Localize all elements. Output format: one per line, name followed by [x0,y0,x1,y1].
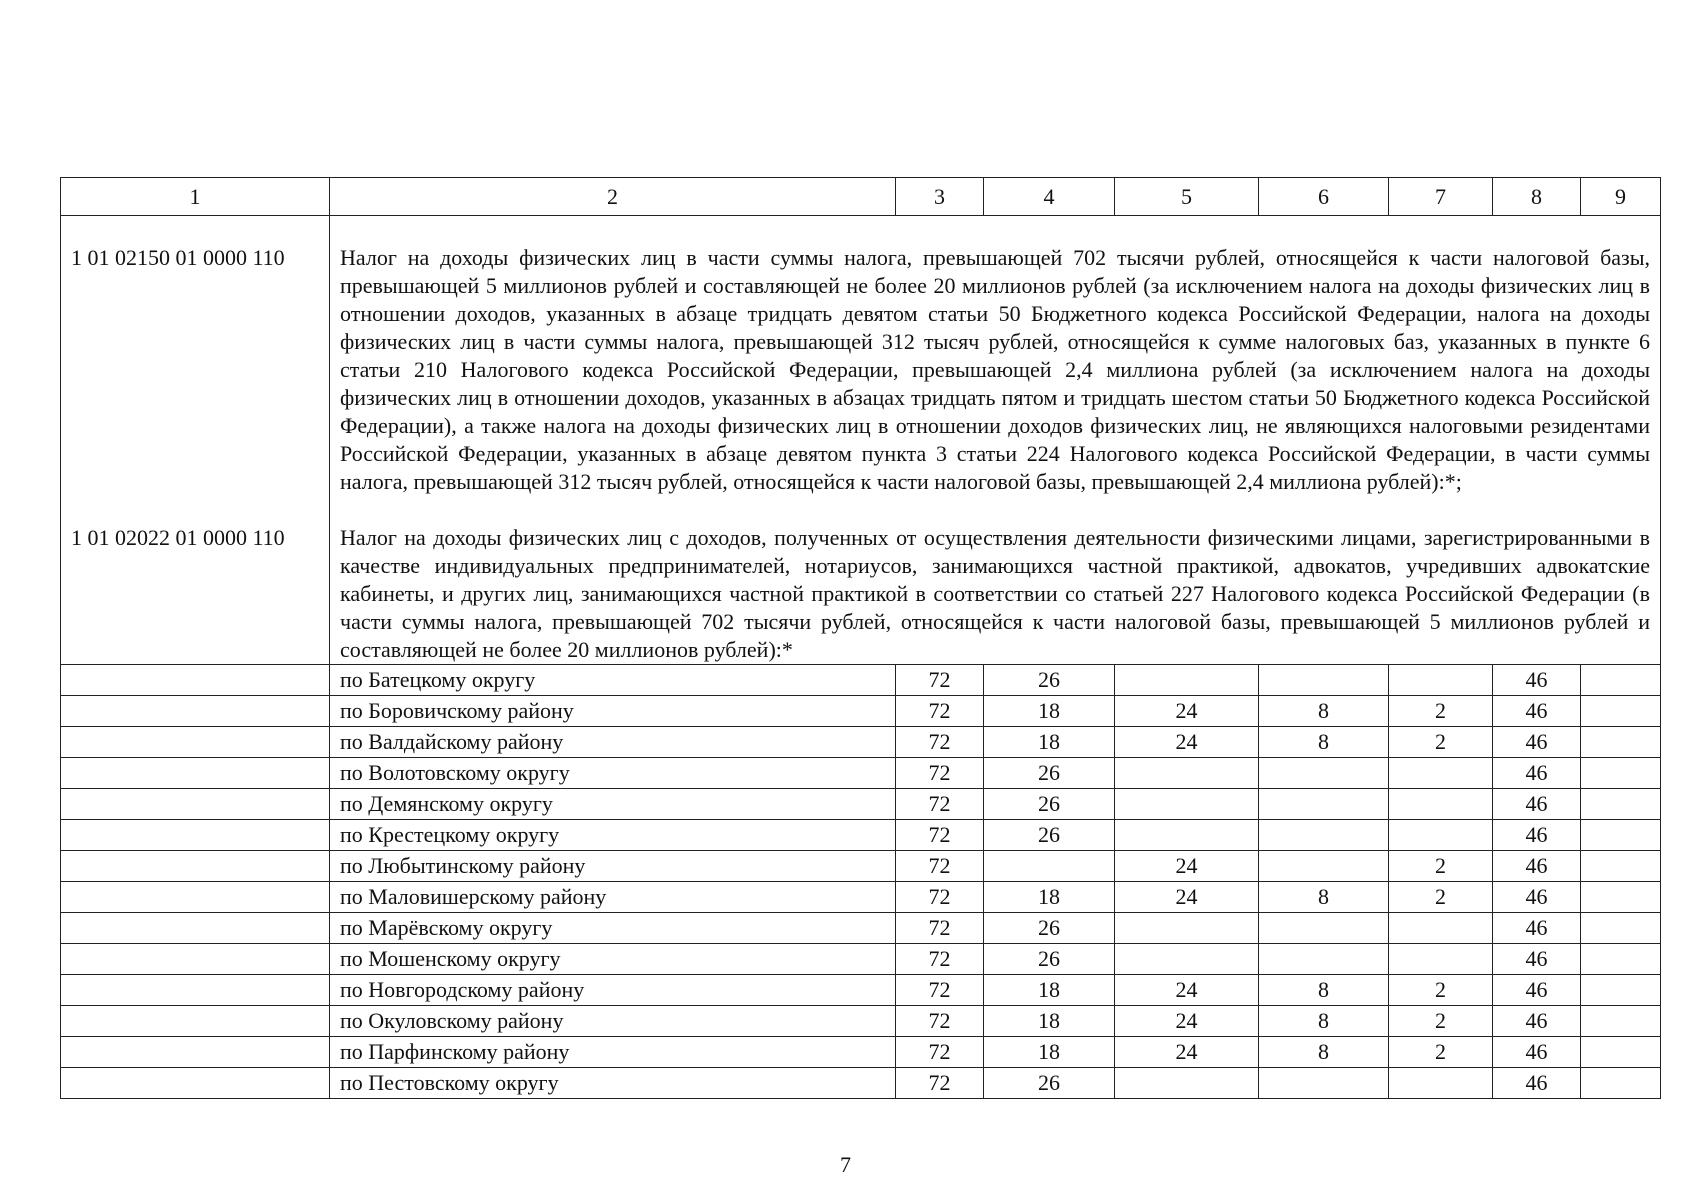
table-row [61,851,1661,882]
share-percent-cell: 24 [1115,882,1259,913]
share-percent-cell: 8 [1259,882,1389,913]
share-percent-cell [1115,820,1259,851]
share-percent-cell: 72 [896,1037,984,1068]
share-percent-cell: 72 [896,944,984,975]
table-row [61,789,1661,820]
share-percent-cell: 2 [1389,696,1493,727]
share-percent-cell: 72 [896,820,984,851]
share-percent-cell: 2 [1389,851,1493,882]
share-percent-cell [1115,789,1259,820]
district-name: по Маловишерскому району [330,882,896,913]
share-percent-cell: 24 [1115,727,1259,758]
share-percent-cell: 46 [1493,913,1581,944]
share-percent-cell: 46 [1493,882,1581,913]
share-percent-cell: 46 [1493,727,1581,758]
code-cell [61,727,330,758]
share-percent-cell: 26 [984,820,1115,851]
table-row [61,727,1661,758]
share-percent-cell [1581,820,1661,851]
share-percent-cell [1581,1068,1661,1099]
code-cell [61,851,330,882]
code-cell [61,789,330,820]
share-percent-cell [1581,727,1661,758]
share-percent-cell: 18 [984,727,1115,758]
share-percent-cell: 72 [896,665,984,696]
share-percent-cell [1115,665,1259,696]
share-percent-cell: 8 [1259,1006,1389,1037]
share-percent-cell: 72 [896,1006,984,1037]
code-cell [61,913,330,944]
share-percent-cell [1389,758,1493,789]
share-percent-cell: 8 [1259,1037,1389,1068]
share-percent-cell: 46 [1493,789,1581,820]
share-percent-cell [1389,820,1493,851]
share-percent-cell: 24 [1115,975,1259,1006]
column-header: 8 [1493,178,1581,216]
share-percent-cell: 26 [984,944,1115,975]
share-percent-cell [1259,944,1389,975]
district-name: по Батецкому округу [330,665,896,696]
share-percent-cell [1389,789,1493,820]
district-name: по Любытинскому району [330,851,896,882]
share-percent-cell: 2 [1389,1037,1493,1068]
share-percent-cell: 8 [1259,727,1389,758]
code-cell [61,1068,330,1099]
table-row [61,696,1661,727]
share-percent-cell [1581,913,1661,944]
share-percent-cell [1389,665,1493,696]
share-percent-cell [1581,758,1661,789]
share-percent-cell [1115,758,1259,789]
code-cell [61,820,330,851]
tax-entry-row [61,496,1661,665]
share-percent-cell [1259,789,1389,820]
share-percent-cell [1581,1037,1661,1068]
share-percent-cell [1259,913,1389,944]
district-name: по Марёвскому округу [330,913,896,944]
share-percent-cell [1259,665,1389,696]
share-percent-cell [1581,975,1661,1006]
share-percent-cell: 18 [984,1006,1115,1037]
district-name: по Волотовскому округу [330,758,896,789]
share-percent-cell: 24 [1115,696,1259,727]
district-name: по Крестецкому округу [330,820,896,851]
column-header: 1 [61,178,330,216]
table-row [61,913,1661,944]
share-percent-cell: 46 [1493,975,1581,1006]
column-number-header-row [61,178,1661,216]
share-percent-cell [1581,851,1661,882]
page-number: 7 [840,1152,851,1177]
district-name: по Парфинскому району [330,1037,896,1068]
code-cell [61,882,330,913]
column-header: 9 [1581,178,1661,216]
share-percent-cell: 8 [1259,975,1389,1006]
share-percent-cell [1581,944,1661,975]
table-row [61,820,1661,851]
code-cell [61,1037,330,1068]
budget-classification-code: 1 01 02150 01 0000 110 [61,216,330,497]
column-header: 5 [1115,178,1259,216]
share-percent-cell: 46 [1493,665,1581,696]
share-percent-cell: 72 [896,789,984,820]
share-percent-cell: 8 [1259,696,1389,727]
share-percent-cell [1581,789,1661,820]
share-percent-cell: 46 [1493,1068,1581,1099]
share-percent-cell [1581,1006,1661,1037]
share-percent-cell: 24 [1115,1006,1259,1037]
share-percent-cell [984,851,1115,882]
share-percent-cell: 46 [1493,696,1581,727]
share-percent-cell: 26 [984,1068,1115,1099]
share-percent-cell [1389,913,1493,944]
share-percent-cell: 26 [984,789,1115,820]
share-percent-cell [1115,944,1259,975]
code-cell [61,1006,330,1037]
code-cell [61,696,330,727]
column-header: 3 [896,178,984,216]
share-percent-cell [1259,820,1389,851]
share-percent-cell: 2 [1389,727,1493,758]
share-percent-cell: 24 [1115,851,1259,882]
column-header: 4 [984,178,1115,216]
budget-classification-code: 1 01 02022 01 0000 110 [61,496,330,665]
share-percent-cell [1389,1068,1493,1099]
share-percent-cell [1581,882,1661,913]
column-header: 2 [330,178,896,216]
share-percent-cell: 46 [1493,820,1581,851]
share-percent-cell [1259,851,1389,882]
column-header: 7 [1389,178,1493,216]
share-percent-cell: 18 [984,1037,1115,1068]
district-name: по Валдайскому району [330,727,896,758]
table-row [61,758,1661,789]
tax-description: Налог на доходы физических лиц в части суммы налога, превышающей 702 тысячи рублей, относящейся к части налоговой базы, превышающей 5 миллионов рублей и составляющей не более 20 миллионов рублей (за исключением налога на доходы физических лиц в отношении доходов, указанных в абзаце тридцать девятом статьи 50 Бюджетного кодекса Российской Федерации, налога на доходы физических лиц в части суммы налога, превышающей 312 тысяч рублей, относящейся к сумме налоговых баз, указанных в пункте 6 статьи 210 Налогового кодекса Российской Федерации, превышающей 2,4 миллиона рублей (за исключением налога на доходы физических лиц в отношении доходов, указанных в абзацах тридцать пятом и тридцать шестом статьи 50 Бюджетного кодекса Российской Федерации), а также налога на доходы физических лиц в отношении доходов физических лиц, не являющихся налоговыми резидентами Российской Федерации, указанных в абзаце девятом пункта 3 статьи 224 Налогового кодекса Российской Федерации, в части суммы налога, превышающей 312 тысяч рублей, относящейся к части налоговой базы, превышающей 2,4 миллиона рублей):*; [330,216,1661,497]
table-row [61,665,1661,696]
share-percent-cell: 46 [1493,1037,1581,1068]
table-row [61,1068,1661,1099]
share-percent-cell: 18 [984,696,1115,727]
share-percent-cell: 26 [984,758,1115,789]
share-percent-cell: 24 [1115,1037,1259,1068]
share-percent-cell [1115,1068,1259,1099]
share-percent-cell: 72 [896,696,984,727]
share-percent-cell [1581,665,1661,696]
district-name: по Демянскому округу [330,789,896,820]
district-name: по Новгородскому району [330,975,896,1006]
share-percent-cell: 72 [896,758,984,789]
share-percent-cell: 26 [984,665,1115,696]
share-percent-cell: 18 [984,882,1115,913]
code-cell [61,944,330,975]
code-cell [61,975,330,1006]
share-percent-cell [1581,696,1661,727]
table-row [61,944,1661,975]
district-name: по Боровичскому району [330,696,896,727]
district-name: по Окуловскому району [330,1006,896,1037]
share-percent-cell: 2 [1389,882,1493,913]
table-row [61,975,1661,1006]
share-percent-cell: 46 [1493,944,1581,975]
share-percent-cell: 72 [896,1068,984,1099]
district-name: по Мошенскому округу [330,944,896,975]
share-percent-cell: 72 [896,727,984,758]
share-percent-cell: 18 [984,975,1115,1006]
share-percent-cell: 72 [896,913,984,944]
table-row [61,1006,1661,1037]
table-row [61,882,1661,913]
column-header: 6 [1259,178,1389,216]
share-percent-cell: 46 [1493,758,1581,789]
tax-description: Налог на доходы физических лиц с доходов, полученных от осуществления деятельности физическими лицами, зарегистрированными в качестве индивидуальных предпринимателей, нотариусов, занимающихся частной практикой, адвокатов, учредивших адвокатские кабинеты, и других лиц, занимающихся частной практикой в соответствии со статьей 227 Налогового кодекса Российской Федерации (в части суммы налога, превышающей 702 тысячи рублей, относящейся к части налоговой базы, превышающей 5 миллионов рублей и составляющей не более 20 миллионов рублей):* [330,496,1661,665]
share-percent-cell: 46 [1493,851,1581,882]
district-name: по Пестовскому округу [330,1068,896,1099]
tax-entry-row [61,216,1661,497]
share-percent-cell [1115,913,1259,944]
share-percent-cell: 72 [896,975,984,1006]
code-cell [61,665,330,696]
share-percent-cell: 26 [984,913,1115,944]
share-percent-cell [1259,1068,1389,1099]
revenue-distribution-table [60,177,1661,1099]
share-percent-cell: 2 [1389,1006,1493,1037]
code-cell [61,758,330,789]
share-percent-cell [1389,944,1493,975]
share-percent-cell [1259,758,1389,789]
share-percent-cell: 46 [1493,1006,1581,1037]
share-percent-cell: 2 [1389,975,1493,1006]
table-row [61,1037,1661,1068]
share-percent-cell: 72 [896,851,984,882]
share-percent-cell: 72 [896,882,984,913]
